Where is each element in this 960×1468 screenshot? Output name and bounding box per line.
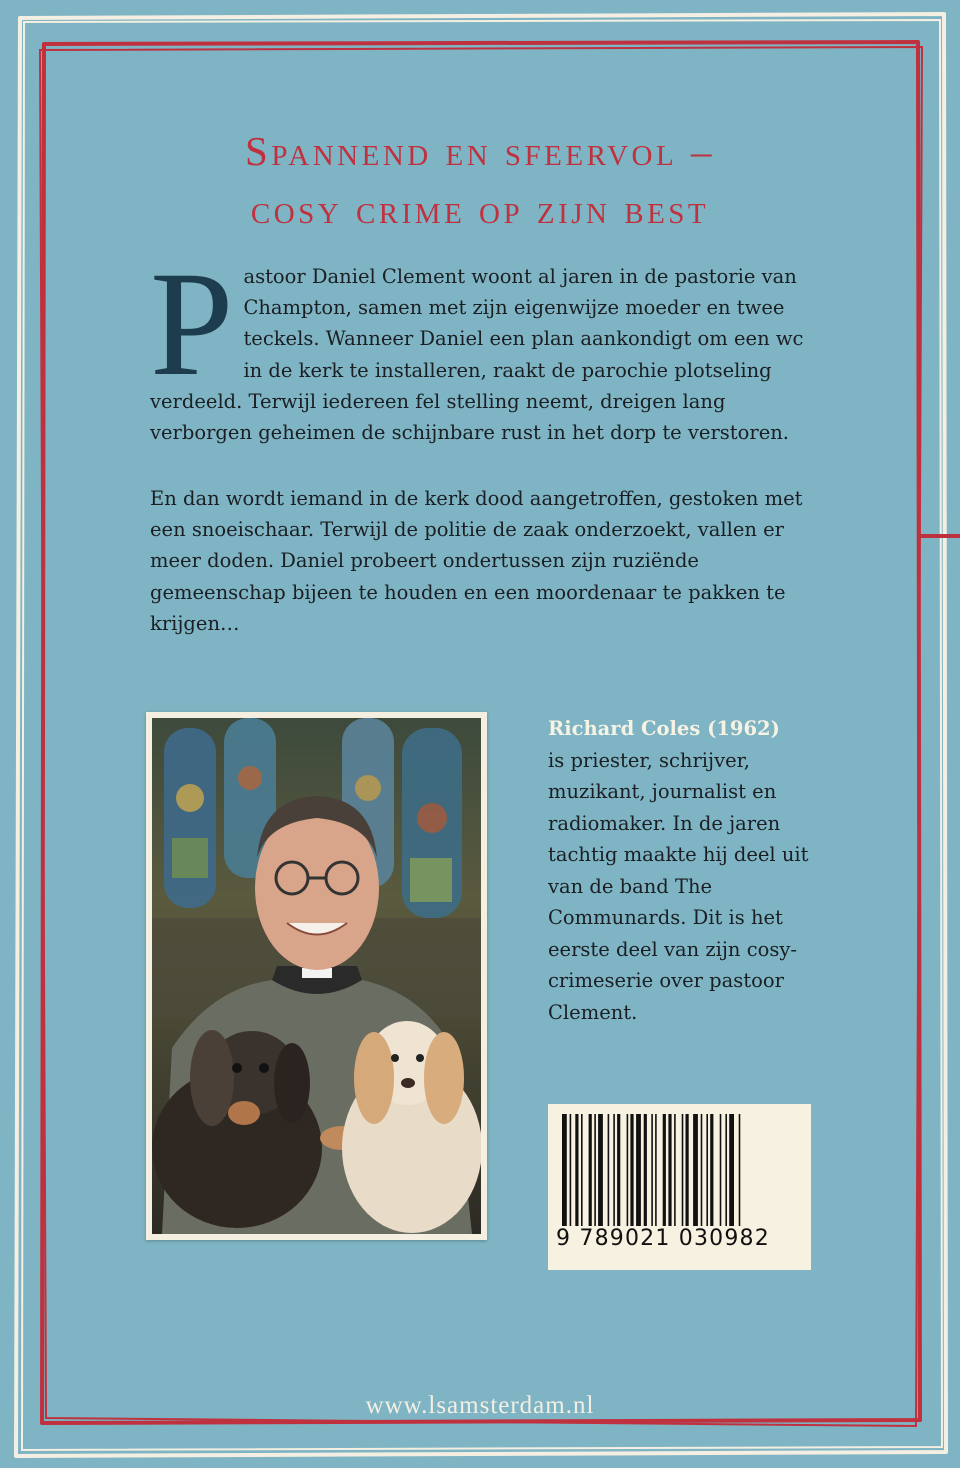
author-bio <box>548 713 838 1028</box>
author-name: Richard Coles (1962) <box>548 717 780 740</box>
author-bio-text: is priester, schrijver, muzikant, journalist en radiomaker. In de jaren tachtig maakte hij deel uit van de band The Communards. Dit is het eerste deel van zijn cosycrimeserie over pastoor Clement. <box>548 748 809 1024</box>
blurb-paragraph-1-text: astoor Daniel Clement woont al jaren in de pastorie van Champton, samen met zijn eigenwijze moeder en twee teckels. Wanneer Daniel een plan aankondigt om een wc in de kerk te installeren, raakt de parochie plotseling verdeeld. Terwijl iedereen fel stelling neemt, dreigen lang verborgen geheimen de schijnbare rust in het dorp te verstoren. <box>150 265 804 445</box>
drop-cap: P <box>150 241 234 407</box>
blurb-paragraph-1 <box>150 241 820 448</box>
barcode-bars <box>558 1114 801 1226</box>
headline <box>100 122 860 238</box>
isbn-digits: 9 789021 030982 <box>556 1226 770 1251</box>
headline-line-2: cosy crime op zijn best <box>250 186 710 232</box>
publisher-website: www.lsamsterdam.nl <box>365 1392 595 1419</box>
barcode <box>548 1104 811 1270</box>
author-photo <box>152 718 481 1234</box>
blurb-paragraph-2: En dan wordt iemand in de kerk dood aangetroffen, gestoken met een snoeischaar. Terwijl de politie de zaak onderzoekt, vallen er meer doden. Daniel probeert ondertussen zijn ruziënde gemeenschap bijeen te houden en een moordenaar te pakken te krijgen… <box>150 487 803 635</box>
headline-line-1: Spannend en sfeervol – <box>245 128 715 174</box>
author-photo-frame <box>146 712 487 1240</box>
